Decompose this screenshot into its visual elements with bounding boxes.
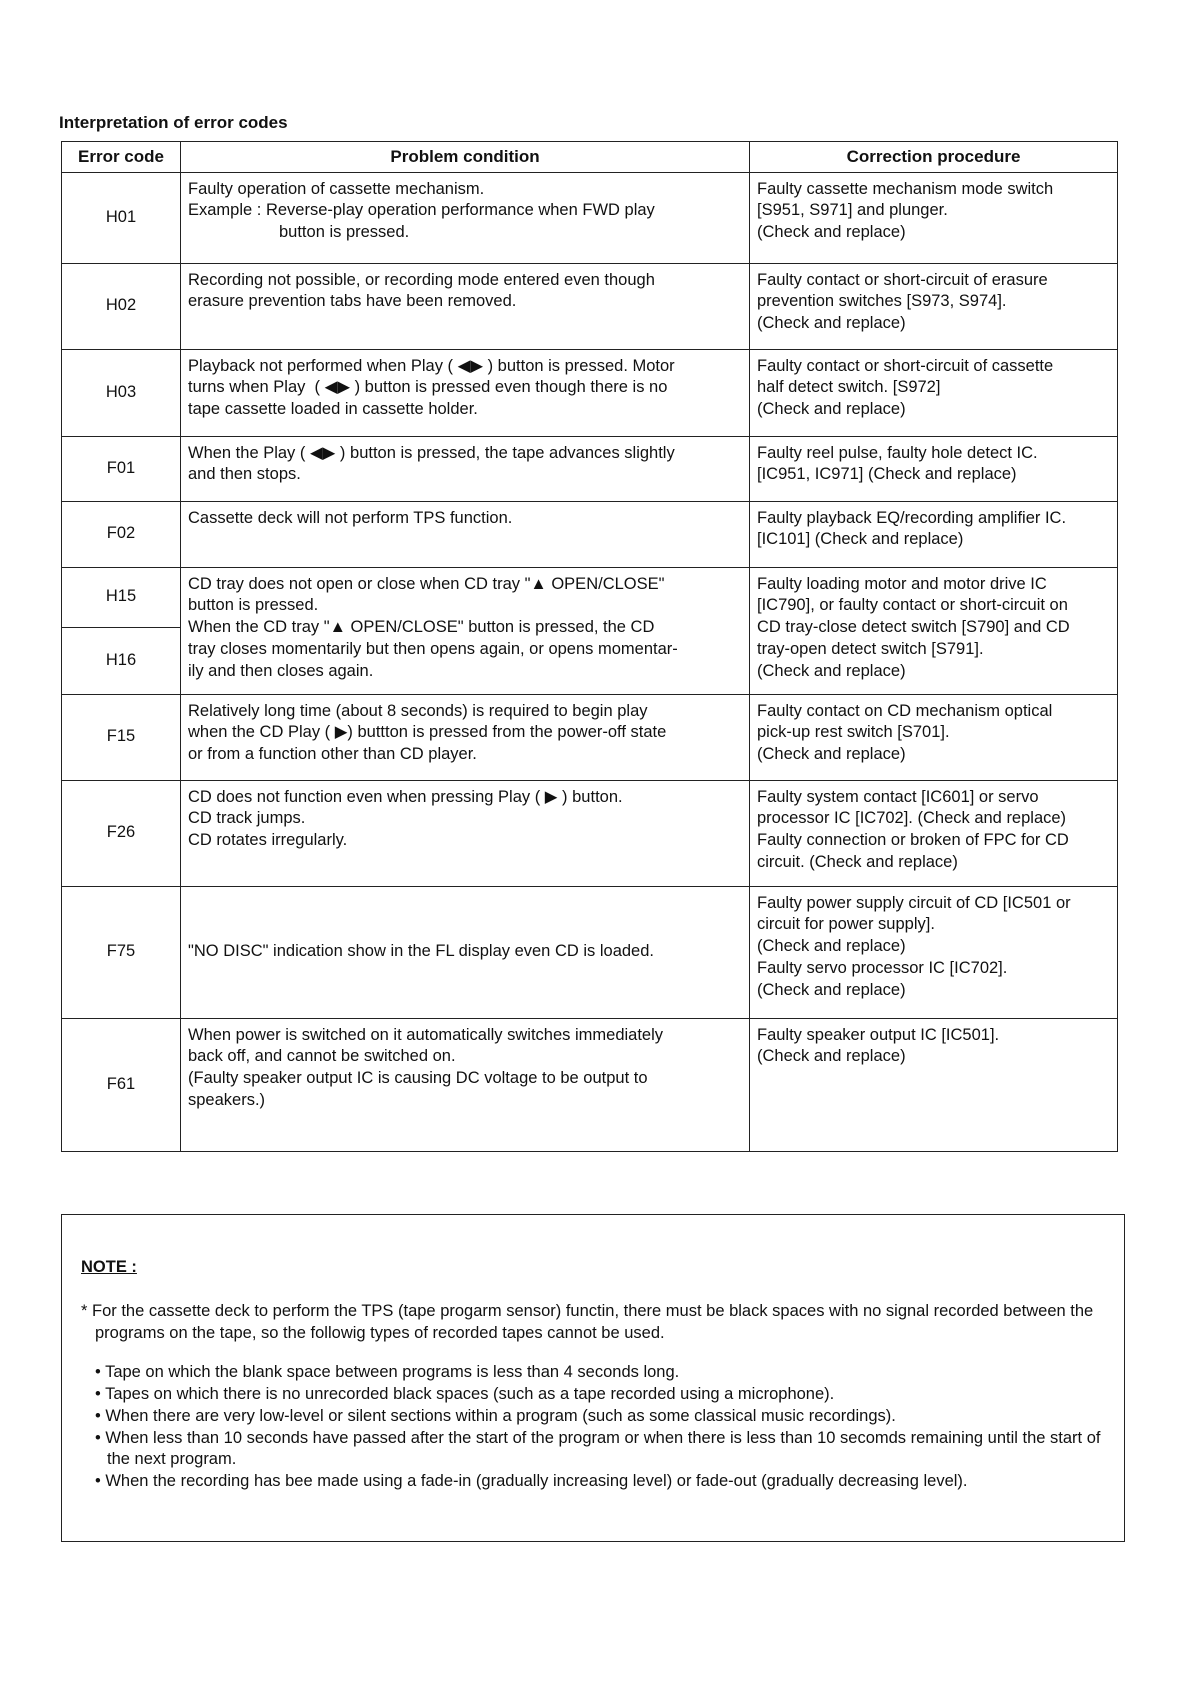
problem-condition xyxy=(181,567,750,694)
problem-condition xyxy=(181,886,750,1018)
problem-condition-line: tray closes momentarily but then opens again, or opens momentar- xyxy=(188,639,678,658)
error-code: H02 xyxy=(62,263,181,349)
problem-condition-line: Recording not possible, or recording mode entered even though xyxy=(188,270,655,289)
problem-condition-line: back off, and cannot be switched on. xyxy=(188,1047,456,1066)
header-error-code: Error code xyxy=(62,142,181,173)
correction-procedure-line: Faulty servo processor IC [IC702]. xyxy=(757,958,1008,977)
correction-procedure xyxy=(750,436,1118,501)
problem-condition-line: Faulty operation of cassette mechanism. xyxy=(188,179,485,198)
correction-procedure-line: Faulty cassette mechanism mode switch xyxy=(757,179,1054,198)
problem-condition-line: CD rotates irregularly. xyxy=(188,831,348,850)
note-list xyxy=(95,1362,1104,1492)
note-item: • When there are very low-level or silent sections within a program (such as some classical music recordings). xyxy=(95,1406,896,1425)
problem-condition-line: button is pressed. xyxy=(188,596,319,615)
table-row xyxy=(62,694,1118,780)
correction-procedure-line: Faulty contact or short-circuit of erasure xyxy=(757,270,1048,289)
correction-procedure-line: (Check and replace) xyxy=(757,314,906,333)
correction-procedure xyxy=(750,886,1118,1018)
header-problem: Problem condition xyxy=(181,142,750,173)
problem-condition-line: and then stops. xyxy=(188,465,301,484)
note-item: • Tape on which the blank space between programs is less than 4 seconds long. xyxy=(95,1363,680,1382)
correction-procedure-line: (Check and replace) xyxy=(757,400,906,419)
error-code: F61 xyxy=(62,1018,181,1151)
note-heading: NOTE : xyxy=(81,1258,137,1276)
error-code: F26 xyxy=(62,780,181,886)
error-code: F15 xyxy=(62,694,181,780)
correction-procedure-line: Faulty power supply circuit of CD [IC501 or xyxy=(757,893,1071,912)
correction-procedure-line: CD tray-close detect switch [S790] and CD xyxy=(757,618,1070,637)
correction-procedure-line: processor IC [IC702]. (Check and replace) xyxy=(757,809,1067,828)
problem-condition xyxy=(181,1018,750,1151)
table-header-row xyxy=(62,142,1118,173)
correction-procedure xyxy=(750,1018,1118,1151)
table-row xyxy=(62,567,1118,627)
correction-procedure-line: Faulty contact or short-circuit of cassette xyxy=(757,356,1054,375)
error-code-table xyxy=(61,141,1118,1152)
problem-condition xyxy=(181,501,750,567)
correction-procedure-line: Faulty playback EQ/recording amplifier IC. xyxy=(757,508,1067,527)
problem-condition-line: turns when Play ( ◀▶ ) button is pressed even though there is no xyxy=(188,378,668,397)
note-box xyxy=(61,1214,1125,1542)
table-row xyxy=(62,436,1118,501)
problem-condition-line: or from a function other than CD player. xyxy=(188,745,477,764)
correction-procedure-line: [IC951, IC971] (Check and replace) xyxy=(757,465,1017,484)
problem-condition xyxy=(181,436,750,501)
problem-condition-line: Relatively long time (about 8 seconds) is required to begin play xyxy=(188,701,648,720)
correction-procedure-line: half detect switch. [S972] xyxy=(757,378,941,397)
table-row xyxy=(62,1018,1118,1151)
table-row xyxy=(62,886,1118,1018)
problem-condition-line: button is pressed. xyxy=(279,223,410,242)
table-row xyxy=(62,349,1118,436)
problem-condition-line: erasure prevention tabs have been removed. xyxy=(188,292,517,311)
problem-condition-line: Example : Reverse-play operation performance when FWD play xyxy=(188,201,655,220)
correction-procedure-line: [S951, S971] and plunger. xyxy=(757,201,948,220)
problem-condition-line: ily and then closes again. xyxy=(188,661,374,680)
section-title: Interpretation of error codes xyxy=(59,113,288,132)
correction-procedure-line: [IC101] (Check and replace) xyxy=(757,530,964,549)
note-intro: * For the cassette deck to perform the TPS (tape progarm sensor) functin, there must be black spaces with no signal recorded between the programs on the tape, so the followig types of recorded tapes cannot be used. xyxy=(81,1302,1094,1342)
correction-procedure xyxy=(750,694,1118,780)
correction-procedure xyxy=(750,567,1118,694)
correction-procedure-line: (Check and replace) xyxy=(757,937,906,956)
correction-procedure-line: Faulty loading motor and motor drive IC xyxy=(757,574,1047,593)
error-code: H03 xyxy=(62,349,181,436)
error-code: F01 xyxy=(62,436,181,501)
error-code: F02 xyxy=(62,501,181,567)
problem-condition-line: speakers.) xyxy=(188,1090,266,1109)
correction-procedure-line: prevention switches [S973, S974]. xyxy=(757,292,1007,311)
problem-condition-line: When the Play ( ◀▶ ) button is pressed, the tape advances slightly xyxy=(188,443,675,462)
problem-condition xyxy=(181,172,750,263)
correction-procedure-line: [IC790], or faulty contact or short-circuit on xyxy=(757,596,1068,615)
correction-procedure-line: tray-open detect switch [S791]. xyxy=(757,639,984,658)
error-code: H16 xyxy=(62,627,181,694)
correction-procedure-line: pick-up rest switch [S701]. xyxy=(757,723,950,742)
correction-procedure-line: (Check and replace) xyxy=(757,661,906,680)
correction-procedure xyxy=(750,349,1118,436)
problem-condition xyxy=(181,694,750,780)
problem-condition-line: (Faulty speaker output IC is causing DC voltage to be output to xyxy=(188,1069,648,1088)
note-item: • Tapes on which there is no unrecorded black spaces (such as a tape recorded using a microphone). xyxy=(95,1385,835,1404)
table-row xyxy=(62,501,1118,567)
correction-procedure-line: Faulty contact on CD mechanism optical xyxy=(757,701,1053,720)
problem-condition-line: Cassette deck will not perform TPS function. xyxy=(188,508,513,527)
correction-procedure-line: circuit for power supply]. xyxy=(757,915,935,934)
correction-procedure-line: Faulty connection or broken of FPC for CD xyxy=(757,831,1069,850)
problem-condition xyxy=(181,263,750,349)
note-item: • When the recording has bee made using a fade-in (gradually increasing level) or fade-out (gradually decreasing level). xyxy=(95,1471,968,1490)
note-item: • When less than 10 seconds have passed after the start of the program or when there is less than 10 secomds remaining until the start of the next program. xyxy=(95,1428,1101,1469)
correction-procedure-line: Faulty reel pulse, faulty hole detect IC. xyxy=(757,443,1038,462)
problem-condition-line: Playback not performed when Play ( ◀▶ ) button is pressed. Motor xyxy=(188,356,675,375)
correction-procedure xyxy=(750,780,1118,886)
problem-condition xyxy=(181,780,750,886)
table-row xyxy=(62,263,1118,349)
table-row xyxy=(62,172,1118,263)
error-code: F75 xyxy=(62,886,181,1018)
error-code: H15 xyxy=(62,567,181,627)
correction-procedure xyxy=(750,263,1118,349)
header-correction: Correction procedure xyxy=(750,142,1118,173)
problem-condition-line: CD does not function even when pressing Play ( ▶ ) button. xyxy=(188,787,623,806)
problem-condition-line: CD track jumps. xyxy=(188,809,306,828)
problem-condition-line: tape cassette loaded in cassette holder. xyxy=(188,400,478,419)
correction-procedure-line: circuit. (Check and replace) xyxy=(757,852,958,871)
correction-procedure-line: (Check and replace) xyxy=(757,223,906,242)
problem-condition-line: "NO DISC" indication show in the FL display even CD is loaded. xyxy=(188,942,654,961)
correction-procedure-line: Faulty system contact [IC601] or servo xyxy=(757,787,1039,806)
correction-procedure xyxy=(750,172,1118,263)
table-row xyxy=(62,780,1118,886)
error-code: H01 xyxy=(62,172,181,263)
correction-procedure-line: (Check and replace) xyxy=(757,1047,906,1066)
correction-procedure-line: (Check and replace) xyxy=(757,980,906,999)
correction-procedure-line: Faulty speaker output IC [IC501]. xyxy=(757,1025,1000,1044)
problem-condition-line: CD tray does not open or close when CD tray "▲ OPEN/CLOSE" xyxy=(188,574,665,593)
correction-procedure xyxy=(750,501,1118,567)
correction-procedure-line: (Check and replace) xyxy=(757,745,906,764)
problem-condition-line: When power is switched on it automatically switches immediately xyxy=(188,1025,664,1044)
problem-condition-line: when the CD Play ( ▶) buttton is pressed from the power-off state xyxy=(188,723,667,742)
problem-condition-line: When the CD tray "▲ OPEN/CLOSE" button is pressed, the CD xyxy=(188,618,655,637)
problem-condition xyxy=(181,349,750,436)
